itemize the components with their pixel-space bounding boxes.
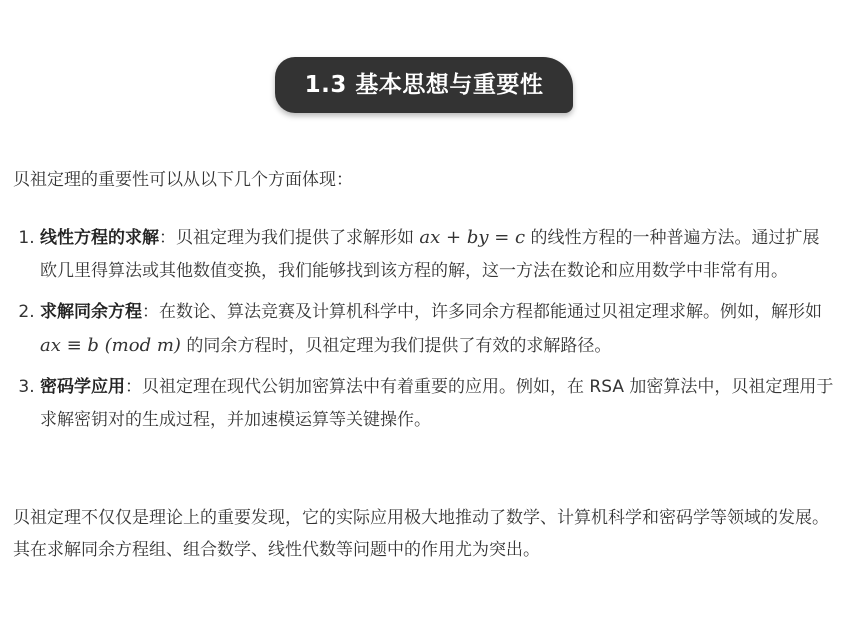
item-title: 求解同余方程 <box>40 302 142 322</box>
item-text: ：在数论、算法竞赛及计算机科学中，许多同余方程都能通过贝祖定理求解。例如，解形如 <box>142 302 822 322</box>
closing-paragraph: 贝祖定理不仅仅是理论上的重要发现，它的实际应用极大地推动了数学、计算机科学和密码学等领域的发展。其在求解同余方程组、组合数学、线性代数等问题中的作用尤为突出。 <box>13 508 829 560</box>
item-title: 线性方程的求解 <box>40 228 159 248</box>
item-text: ：贝祖定理为我们提供了求解形如 <box>159 228 420 248</box>
item-title: 密码学应用 <box>40 377 125 397</box>
intro-paragraph: 贝祖定理的重要性可以从以下几个方面体现： <box>13 170 353 190</box>
list-item-cryptography <box>40 371 836 437</box>
item-text: 的同余方程时，贝祖定理为我们提供了有效的求解路径。 <box>180 336 612 356</box>
heading-container <box>0 57 852 113</box>
importance-list <box>0 221 836 445</box>
math-formula: ax ≡ b (mod m) <box>40 335 181 356</box>
section-heading: 1.3 基本思想与重要性 <box>275 57 574 113</box>
math-formula: ax + by = c <box>419 227 526 248</box>
item-text: 的线性方程的一种普遍方法。通过扩展欧几里得算法或其他数值变换，我们能够找到该方程的解，这一方法在数论和应用数学中非常有用。 <box>40 228 820 281</box>
list-item-linear-equations <box>40 221 836 288</box>
list-item-congruence <box>40 296 836 363</box>
item-text: ：贝祖定理在现代公钥加密算法中有着重要的应用。例如，在 RSA 加密算法中，贝祖定理用于求解密钥对的生成过程，并加速模运算等关键操作。 <box>40 377 834 430</box>
